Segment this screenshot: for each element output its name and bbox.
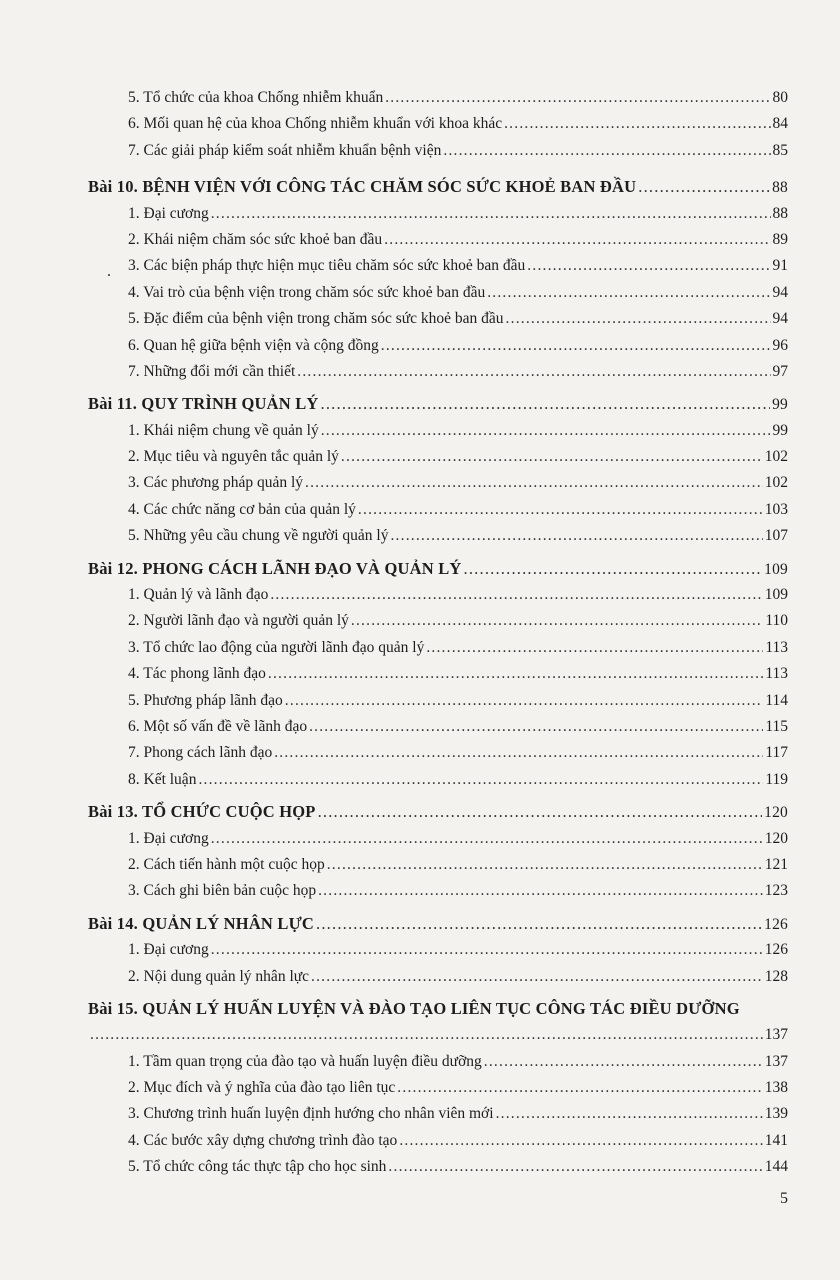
dot-leader bbox=[381, 333, 771, 359]
toc-page-number: 88 bbox=[772, 179, 788, 197]
dot-leader bbox=[341, 444, 763, 470]
dot-leader bbox=[270, 582, 762, 608]
toc-entry-label: Bài 12. PHONG CÁCH LÃNH ĐẠO VÀ QUẢN LÝ bbox=[88, 558, 462, 578]
toc-section-item bbox=[88, 767, 788, 793]
dot-leader bbox=[397, 1075, 762, 1101]
toc-page-number: 137 bbox=[764, 1052, 788, 1070]
toc-section-item bbox=[88, 1049, 788, 1075]
toc-section-item bbox=[88, 306, 788, 332]
toc-entry-label: 1. Quản lý và lãnh đạo bbox=[128, 586, 269, 604]
toc-chapter-heading bbox=[88, 799, 788, 825]
dot-leader bbox=[316, 911, 762, 937]
toc-page-number: 141 bbox=[764, 1131, 788, 1149]
toc-page-number: 119 bbox=[765, 770, 788, 788]
toc-section-item bbox=[88, 852, 788, 878]
dot-leader bbox=[358, 497, 763, 523]
dot-leader bbox=[211, 201, 771, 227]
toc-page-number: 114 bbox=[765, 691, 788, 709]
toc-chapter-heading bbox=[88, 391, 788, 417]
toc-entry-label: 6. Một số vấn đề về lãnh đạo bbox=[128, 717, 308, 735]
toc-page-number: 94 bbox=[772, 283, 788, 301]
toc-section-item bbox=[88, 418, 788, 444]
toc-page-number: 126 bbox=[764, 941, 788, 959]
toc-entry-label: Bài 11. QUY TRÌNH QUẢN LÝ bbox=[88, 394, 319, 414]
toc-page-number: 91 bbox=[772, 257, 788, 275]
toc-page-number: 80 bbox=[772, 89, 788, 106]
toc-page-number: 120 bbox=[764, 804, 788, 822]
dot-leader bbox=[309, 714, 763, 740]
toc-section-item bbox=[88, 280, 788, 306]
toc-entry-label: 1. Khái niệm chung về quản lý bbox=[128, 421, 319, 439]
dot-leader bbox=[496, 1101, 763, 1127]
toc-page-number: 97 bbox=[772, 362, 788, 380]
toc-section-item bbox=[88, 497, 788, 523]
toc-section-item bbox=[88, 661, 788, 687]
dot-leader bbox=[198, 767, 763, 793]
toc-page-number: 102 bbox=[764, 448, 788, 466]
toc-entry-label: Bài 14. QUẢN LÝ NHÂN LỰC bbox=[88, 913, 315, 933]
toc-page-number: 120 bbox=[764, 829, 788, 847]
toc-page-number: 117 bbox=[765, 744, 788, 762]
toc-page-number: 110 bbox=[765, 612, 788, 630]
toc-section-item bbox=[88, 688, 788, 714]
toc-section-item bbox=[88, 1128, 788, 1154]
toc-entry-label: 5. Tổ chức công tác thực tập cho học sinh bbox=[128, 1158, 387, 1176]
toc-page-number: 99 bbox=[772, 396, 788, 414]
toc-page-number: 96 bbox=[772, 336, 788, 354]
toc-section-item bbox=[88, 201, 788, 227]
dot-leader bbox=[464, 556, 763, 582]
toc-section-item bbox=[88, 138, 788, 164]
toc-page-number: 89 bbox=[772, 230, 788, 248]
toc-entry-label: Bài 15. QUẢN LÝ HUẤN LUYỆN VÀ ĐÀO TẠO LIÊN TỤC CÔNG TÁC ĐIỀU DƯỠNG bbox=[88, 998, 740, 1018]
toc-entry-label: 1. Đại cương bbox=[128, 204, 209, 222]
toc-section-item bbox=[88, 714, 788, 740]
toc-section-item bbox=[88, 1075, 788, 1101]
toc-page-number: 85 bbox=[772, 141, 788, 159]
toc-page-number: 113 bbox=[765, 638, 788, 656]
dot-leader bbox=[318, 799, 763, 825]
dot-leader bbox=[327, 852, 763, 878]
dot-leader bbox=[390, 523, 762, 549]
dot-leader bbox=[321, 391, 771, 417]
toc-entry-label: Bài 13. TỔ CHỨC CUỘC HỌP bbox=[88, 802, 316, 822]
toc-chapter-heading bbox=[88, 911, 788, 937]
dot-leader bbox=[487, 280, 770, 306]
toc-page-number: 99 bbox=[772, 421, 788, 439]
toc-entry-label: 4. Vai trò của bệnh viện trong chăm sóc sức khoẻ ban đầu bbox=[128, 283, 486, 301]
page-number: 5 bbox=[780, 1190, 788, 1207]
toc-chapter-page-line bbox=[88, 1022, 788, 1048]
toc-section-item bbox=[88, 227, 788, 253]
toc-section-item bbox=[88, 608, 788, 634]
toc-page-number: 144 bbox=[764, 1158, 788, 1176]
toc-entry-label: 2. Người lãnh đạo và người quản lý bbox=[128, 612, 349, 630]
dot-leader bbox=[388, 1154, 762, 1180]
dot-leader bbox=[268, 661, 763, 687]
dot-leader bbox=[426, 635, 763, 661]
toc-entry-label: 3. Cách ghi biên bản cuộc họp bbox=[128, 882, 317, 900]
toc-entry-label: 5. Tổ chức của khoa Chống nhiễm khuẩn bbox=[128, 89, 384, 106]
toc-section-item bbox=[88, 253, 788, 279]
toc-entry-label: 6. Mối quan hệ của khoa Chống nhiễm khuẩn với khoa khác bbox=[128, 115, 503, 133]
toc-section-item bbox=[88, 878, 788, 904]
dot-leader bbox=[527, 253, 770, 279]
toc-section-item bbox=[88, 359, 788, 385]
toc-page-number: 109 bbox=[764, 586, 788, 604]
toc-section-item bbox=[88, 111, 788, 137]
toc-entry-label: 3. Các phương pháp quản lý bbox=[128, 474, 304, 492]
toc-section-item bbox=[88, 85, 788, 111]
toc-entry-label: 5. Phương pháp lãnh đạo bbox=[128, 691, 283, 709]
toc-entry-label: 3. Tổ chức lao động của người lãnh đạo quản lý bbox=[128, 638, 425, 656]
dot-leader bbox=[318, 878, 763, 904]
toc-chapter-heading bbox=[88, 556, 788, 582]
dot-leader bbox=[305, 470, 763, 496]
dot-leader bbox=[638, 174, 770, 200]
toc-entry-label: 1. Đại cương bbox=[128, 829, 209, 847]
toc-entry-label: 3. Các biện pháp thực hiện mục tiêu chăm sóc sức khoẻ ban đầu bbox=[128, 257, 526, 275]
toc-page-number: 113 bbox=[765, 665, 788, 683]
toc-page-number: 115 bbox=[765, 717, 788, 735]
toc-entry-label: 2. Mục đích và ý nghĩa của đào tạo liên tục bbox=[128, 1079, 396, 1097]
dot-leader bbox=[385, 85, 770, 111]
toc-entry-label: 4. Các bước xây dựng chương trình đào tạo bbox=[128, 1131, 398, 1149]
dot-leader bbox=[399, 1128, 762, 1154]
toc-entry-label: 2. Cách tiến hành một cuộc họp bbox=[128, 855, 325, 873]
dot-leader bbox=[384, 227, 770, 253]
table-of-contents bbox=[88, 85, 788, 1181]
toc-section-item bbox=[88, 937, 788, 963]
toc-chapter-heading bbox=[88, 996, 788, 1022]
toc-page-number: 126 bbox=[764, 915, 788, 933]
toc-page-number: 94 bbox=[772, 310, 788, 328]
toc-entry-label: 5. Đặc điểm của bệnh viện trong chăm sóc sức khoẻ ban đầu bbox=[128, 310, 504, 328]
dot-leader bbox=[311, 964, 763, 990]
dot-leader bbox=[211, 937, 763, 963]
toc-page-number: 107 bbox=[764, 527, 788, 545]
toc-page-number: 121 bbox=[764, 855, 788, 873]
toc-section-item bbox=[88, 826, 788, 852]
toc-chapter-heading bbox=[88, 174, 788, 200]
toc-entry-label: 2. Khái niệm chăm sóc sức khoẻ ban đầu bbox=[128, 230, 383, 248]
toc-page-number: 123 bbox=[764, 882, 788, 900]
toc-page-number: 139 bbox=[764, 1105, 788, 1123]
dot-leader bbox=[351, 608, 763, 634]
toc-entry-label: 4. Tác phong lãnh đạo bbox=[128, 665, 266, 683]
dot-leader bbox=[274, 740, 763, 766]
toc-page-number: 103 bbox=[764, 500, 788, 518]
toc-entry-label: 7. Những đổi mới cần thiết bbox=[128, 362, 296, 380]
toc-section-item bbox=[88, 740, 788, 766]
toc-entry-label: 1. Tầm quan trọng của đào tạo và huấn luyện điều dưỡng bbox=[128, 1052, 482, 1070]
toc-entry-label: 1. Đại cương bbox=[128, 941, 209, 959]
toc-entry-label: 5. Những yêu cầu chung về người quản lý bbox=[128, 527, 389, 545]
toc-section-item bbox=[88, 964, 788, 990]
toc-section-item bbox=[88, 333, 788, 359]
toc-section-item bbox=[88, 582, 788, 608]
toc-page-number: 109 bbox=[764, 560, 788, 578]
dot-leader bbox=[443, 138, 770, 164]
toc-page-number: 84 bbox=[772, 115, 788, 133]
stray-mark: . bbox=[107, 263, 111, 280]
toc-entry-label: 6. Quan hệ giữa bệnh viện và cộng đồng bbox=[128, 336, 379, 354]
toc-section-item bbox=[88, 1101, 788, 1127]
toc-entry-label: 3. Chương trình huấn luyện định hướng cho nhân viên mới bbox=[128, 1105, 494, 1123]
dot-leader bbox=[506, 306, 771, 332]
dot-leader bbox=[484, 1049, 763, 1075]
dot-leader bbox=[504, 111, 770, 137]
toc-page-number: 128 bbox=[764, 967, 788, 985]
dot-leader bbox=[90, 1022, 763, 1048]
toc-section-item bbox=[88, 470, 788, 496]
toc-entry-label: 2. Mục tiêu và nguyên tắc quản lý bbox=[128, 448, 339, 466]
dot-leader bbox=[285, 688, 764, 714]
toc-page-number: 88 bbox=[772, 204, 788, 222]
toc-page-number: 102 bbox=[764, 474, 788, 492]
toc-section-item bbox=[88, 635, 788, 661]
toc-entry-label: Bài 10. BỆNH VIỆN VỚI CÔNG TÁC CHĂM SÓC SỨC KHOẺ BAN ĐẦU bbox=[88, 177, 637, 197]
dot-leader bbox=[297, 359, 770, 385]
toc-section-item bbox=[88, 523, 788, 549]
dot-leader bbox=[211, 826, 763, 852]
toc-section-item bbox=[88, 1154, 788, 1180]
toc-entry-label: 7. Các giải pháp kiểm soát nhiễm khuẩn bệnh viện bbox=[128, 141, 442, 159]
toc-entry-label: 8. Kết luận bbox=[128, 770, 197, 788]
toc-entry-label: 4. Các chức năng cơ bản của quản lý bbox=[128, 500, 356, 518]
dot-leader bbox=[321, 418, 771, 444]
toc-entry-label: 7. Phong cách lãnh đạo bbox=[128, 744, 273, 762]
toc-page-number: 138 bbox=[764, 1079, 788, 1097]
toc-entry-label: 2. Nội dung quản lý nhân lực bbox=[128, 967, 310, 985]
toc-page-number: 137 bbox=[764, 1026, 788, 1044]
toc-section-item bbox=[88, 444, 788, 470]
